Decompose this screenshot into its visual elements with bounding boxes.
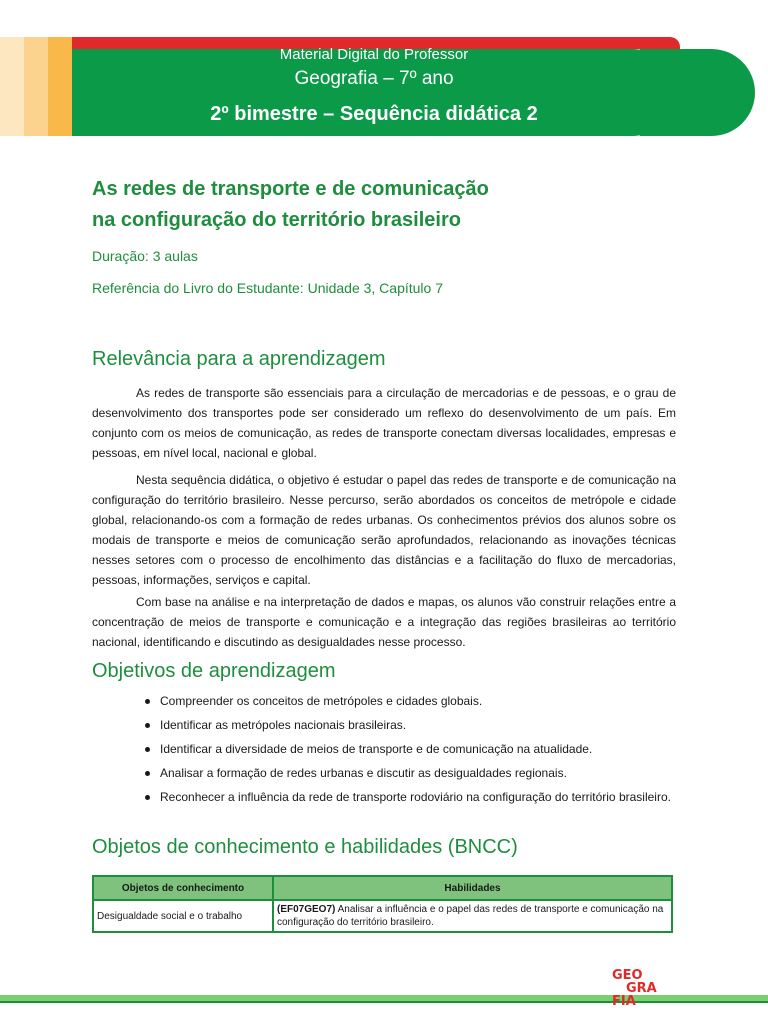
bullet-icon — [145, 699, 150, 704]
paragraph-text: Com base na análise e na interpretação de dados e mapas, os alunos vão construir relações entre a concentração de meios de transporte e comunicação e a integração das regiões brasileiras ao território nacional, identificando e discutindo as desigualdades nesse processo. — [92, 595, 676, 649]
bullet-icon — [145, 771, 150, 776]
skill-code: (EF07GEO7) — [277, 904, 336, 915]
object-cell: Desigualdade social e o trabalho — [93, 900, 273, 932]
objective-text: Reconhecer a influência da rede de transporte rodoviário na configuração do território brasileiro. — [160, 790, 671, 804]
list-item — [92, 789, 682, 805]
list-item — [92, 717, 682, 733]
duration: Duração: 3 aulas — [92, 248, 198, 264]
logo-row-2: GRA — [626, 981, 657, 996]
table-row — [93, 900, 672, 932]
title-line-2: na configuração do território brasileiro — [92, 209, 461, 231]
paragraph-text: Nesta sequência didática, o objetivo é estudar o papel das redes de transporte e de comunicação na configuração do território brasileiro. Nesse percurso, serão abordados os conceitos de metrópole e cidade global, relacionando-os com a formação de redes urbanas. Os conhecimentos prévios dos alunos sobre os modais de transporte e meios de comunicação serão aprofundados, relacionando as inovações técnicas nesses setores com o processo de encolhimento das distâncias e a facilitação do fluxo de mercadorias, pessoas, informações, serviços e capital. — [92, 473, 676, 587]
relevance-paragraph-2 — [92, 470, 676, 590]
bncc-table — [92, 875, 673, 933]
paragraph-text: As redes de transporte são essenciais para a circulação de mercadorias e de pessoas, e o grau de desenvolvimento dos transportes pode ser considerado um reflexo do desenvolvimento de um país. Em conjunto com os meios de comunicação, as redes de transporte conectam diversas localidades, empresas e pessoas, em nível local, nacional e global. — [92, 386, 676, 460]
header-stripe — [48, 37, 72, 136]
header-stripe — [0, 37, 24, 136]
document-title — [92, 174, 692, 236]
list-item — [92, 741, 682, 757]
bullet-icon — [145, 723, 150, 728]
header-material: Material Digital do Professor — [279, 46, 469, 63]
title-line-1: As redes de transporte e de comunicação — [92, 178, 489, 200]
objectives-list — [92, 693, 682, 813]
relevance-heading: Relevância para a aprendizagem — [92, 348, 386, 370]
relevance-paragraph-3 — [92, 592, 676, 652]
objective-text: Identificar a diversidade de meios de transporte e de comunicação na atualidade. — [160, 742, 593, 756]
list-item — [92, 765, 682, 781]
table-header-row — [93, 876, 672, 900]
header-text — [72, 46, 676, 128]
skill-text: Analisar a influência e o papel das redes de transporte e comunicação na configuração do território brasileiro. — [277, 904, 664, 928]
objective-text: Identificar as metrópoles nacionais brasileiras. — [160, 718, 407, 732]
book-reference: Referência do Livro do Estudante: Unidade 3, Capítulo 7 — [92, 280, 444, 296]
geografia-logo — [612, 969, 668, 1009]
header-sequence: 2º bimestre – Sequência didática 2 — [210, 103, 538, 125]
header-banner — [0, 0, 768, 140]
objectives-heading: Objetivos de aprendizagem — [92, 660, 336, 682]
header-subject: Geografia – 7º ano — [294, 68, 454, 89]
logo-row-1: GEO — [612, 968, 643, 983]
bullet-icon — [145, 795, 150, 800]
objective-text: Compreender os conceitos de metrópoles e cidades globais. — [160, 694, 483, 708]
column-header-skills: Habilidades — [273, 876, 672, 900]
bncc-heading: Objetos de conhecimento e habilidades (BNCC) — [92, 836, 518, 858]
bullet-icon — [145, 747, 150, 752]
relevance-paragraph-1 — [92, 383, 676, 463]
column-header-objects: Objetos de conhecimento — [93, 876, 273, 900]
objective-text: Analisar a formação de redes urbanas e discutir as desigualdades regionais. — [160, 766, 567, 780]
header-stripe — [24, 37, 48, 136]
skill-cell — [273, 900, 672, 932]
logo-row-3: FIA — [612, 994, 636, 1009]
list-item — [92, 693, 682, 709]
